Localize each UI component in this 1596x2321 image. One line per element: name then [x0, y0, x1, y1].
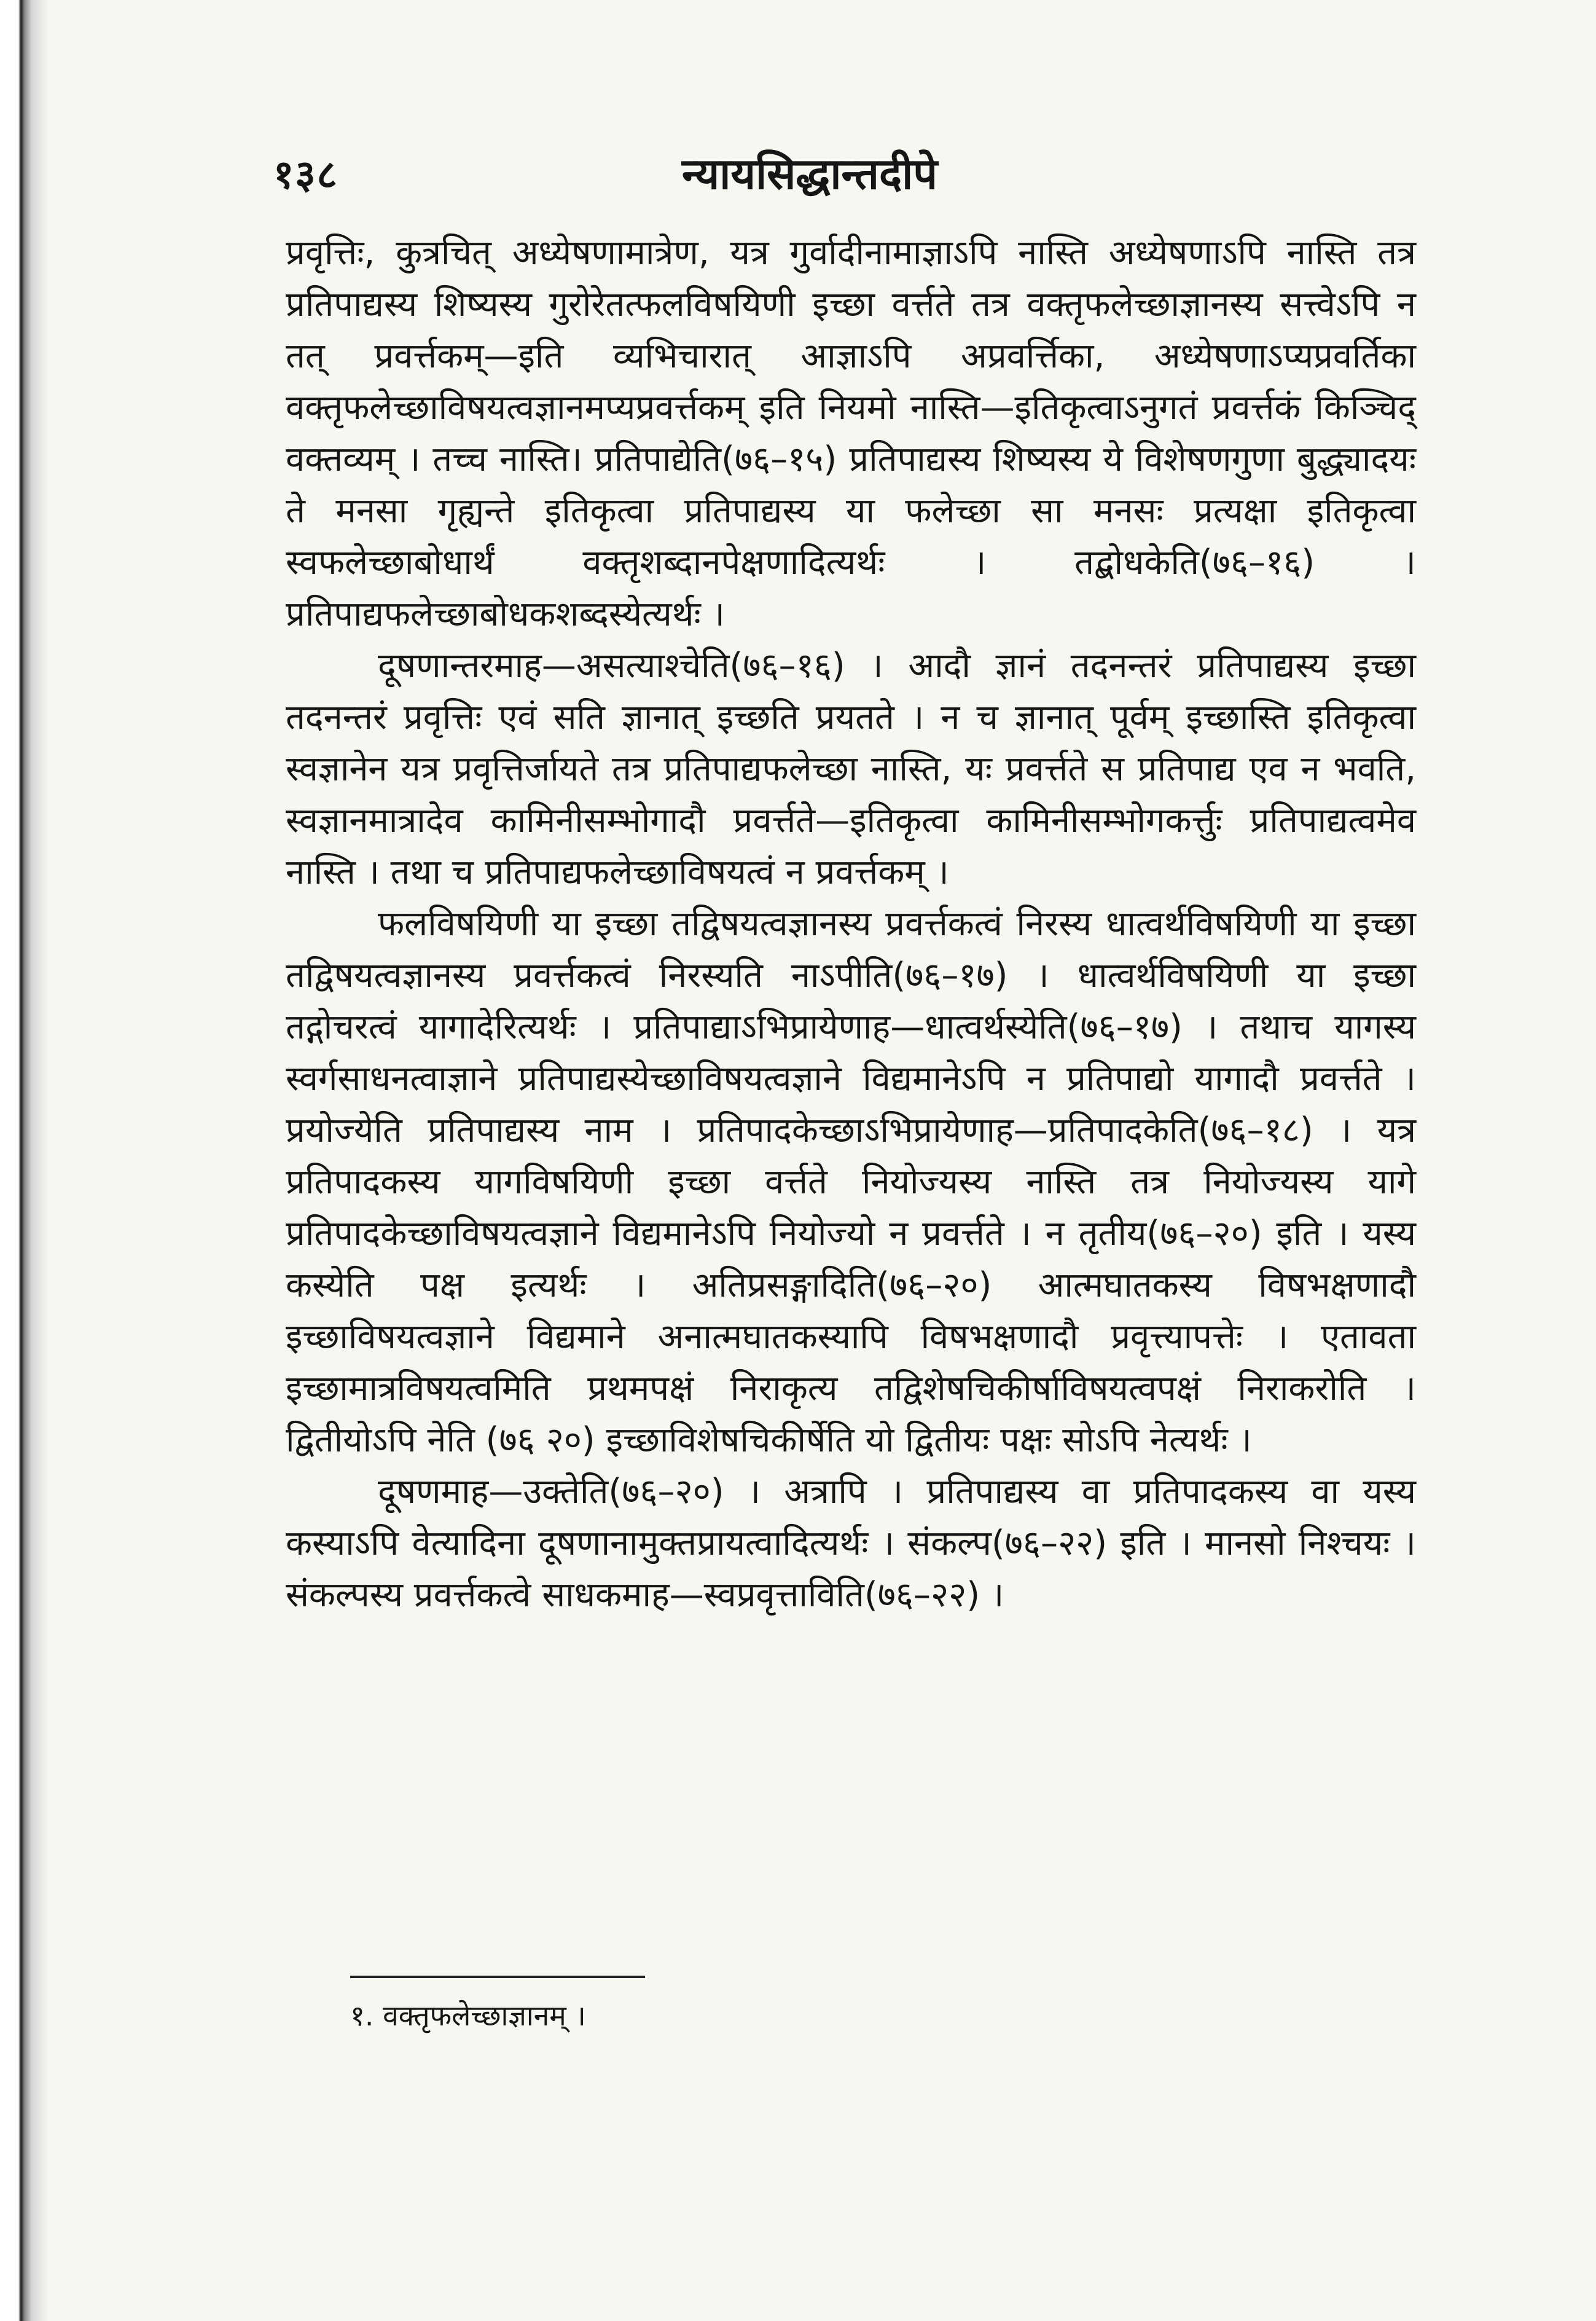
- page-number: १३८: [273, 152, 338, 198]
- paragraph-3: फलविषयिणी या इच्छा तद्विषयत्वज्ञानस्य प्रवर्त्तकत्वं निरस्य धात्वर्थविषयिणी या इच्छा तद्विषयत्वज्ञानस्य प्रवर्त्तकत्वं निरस्यति नाऽपीति(७६–१७) । धात्वर्थविषयिणी या इच्छा तद्गोचरत्वं यागादेरित्यर्थः । प्रतिपाद्याऽभिप्रायेणाह—धात्वर्थस्येति(७६–१७) । तथाच यागस्य स्वर्गसाधनत्वाज्ञाने प्रतिपाद्यस्येच्छाविषयत्वज्ञाने विद्यमानेऽपि न प्रतिपाद्यो यागादौ प्रवर्त्तते । प्रयोज्येति प्रतिपाद्यस्य नाम । प्रतिपादकेच्छाऽभिप्रायेणाह—प्रतिपादकेति(७६–१८) । यत्र प्रतिपादकस्य यागविषयिणी इच्छा वर्त्तते नियोज्यस्य नास्ति तत्र नियोज्यस्य यागे प्रतिपादकेच्छाविषयत्वज्ञाने विद्यमानेऽपि नियोज्यो न प्रवर्त्तते । न तृतीय(७६–२०) इति । यस्य कस्येति पक्ष इत्यर्थः । अतिप्रसङ्गादिति(७६–२०) आत्मघातकस्य विषभक्षणादौ इच्छाविषयत्वज्ञाने विद्यमाने अनात्मघातकस्यापि विषभक्षणादौ प्रवृत्त्यापत्तेः । एतावता इच्छामात्रविषयत्वमिति प्रथमपक्षं निराकृत्य तद्विशेषचिकीर्षाविषयत्वपक्षं निराकरोति । द्वितीयोऽपि नेति (७६ २०) इच्छाविशेषचिकीर्षेति यो द्वितीयः पक्षः सोऽपि नेत्यर्थः ।: [286, 904, 1416, 1460]
- running-head: न्यायसिद्धान्तदीपे: [682, 149, 938, 199]
- paragraph-2: दूषणान्तरमाह—असत्याश्चेति(७६–१६) । आदौ ज्ञानं तदनन्तरं प्रतिपाद्यस्य इच्छा तदनन्तरं प्रवृत्तिः एवं सति ज्ञानात् इच्छति प्रयतते । न च ज्ञानात् पूर्वम् इच्छास्ति इतिकृत्वा स्वज्ञानेन यत्र प्रवृत्तिर्जायते तत्र प्रतिपाद्यफलेच्छा नास्ति, यः प्रवर्त्तते स प्रतिपाद्य एव न भवति, स्वज्ञानमात्रादेव कामिनीसम्भोगादौ प्रवर्त्तते—इतिकृत्वा कामिनीसम्भोगकर्त्तुः प्रतिपाद्यत्वमेव नास्ति । तथा च प्रतिपाद्यफलेच्छाविषयत्वं न प्रवर्त्तकम् ।: [286, 646, 1416, 892]
- footnote: १. वक्तृफलेच्छाज्ञानम् ।: [350, 1999, 586, 2032]
- paragraph-1: प्रवृत्तिः, कुत्रचित् अध्येषणामात्रेण, यत्र गुर्वादीनामाज्ञाऽपि नास्ति अध्येषणाऽपि नास्ति तत्र प्रतिपाद्यस्य शिष्यस्य गुरोरेतत्फलविषयिणी इच्छा वर्त्तते तत्र वक्तृफलेच्छाज्ञानस्य सत्त्वेऽपि न तत् प्रवर्त्तकम्—इति व्यभिचारात् आज्ञाऽपि अप्रवर्त्तिका, अध्येषणाऽप्यप्रवर्तिका वक्तृफलेच्छाविषयत्वज्ञानमप्यप्रवर्त्तकम् इति नियमो नास्ति—इतिकृत्वाऽनुगतं प्रवर्त्तकं किञ्चिद् वक्तव्यम् । तच्च नास्ति। प्रतिपाद्येति(७६–१५) प्रतिपाद्यस्य शिष्यस्य ये विशेषणगुणा बुद्ध्यादयः ते मनसा गृह्यन्ते इतिकृत्वा प्रतिपाद्यस्य या फलेच्छा सा मनसः प्रत्यक्षा इतिकृत्वा स्वफलेच्छाबोधार्थं वक्तृशब्दानपेक्षणादित्यर्थः । तद्बोधकेति(७६–१६) । प्रतिपाद्यफलेच्छाबोधकशब्दस्येत्यर्थः ।: [286, 233, 1416, 634]
- body-text: [286, 227, 1416, 1621]
- binding-edge: [0, 0, 49, 2321]
- footnote-rule: [350, 1976, 645, 1978]
- paragraph-4: दूषणमाह—उक्तेति(७६–२०) । अत्रापि । प्रतिपाद्यस्य वा प्रतिपादकस्य वा यस्य कस्याऽपि वेत्यादिना दूषणानामुक्तप्रायत्वादित्यर्थः । संकल्प(७६–२२) इति । मानसो निश्चयः । संकल्पस्य प्रवर्त्तकत्वे साधकमाह—स्वप्रवृत्ताविति(७६–२२) ।: [286, 1472, 1416, 1615]
